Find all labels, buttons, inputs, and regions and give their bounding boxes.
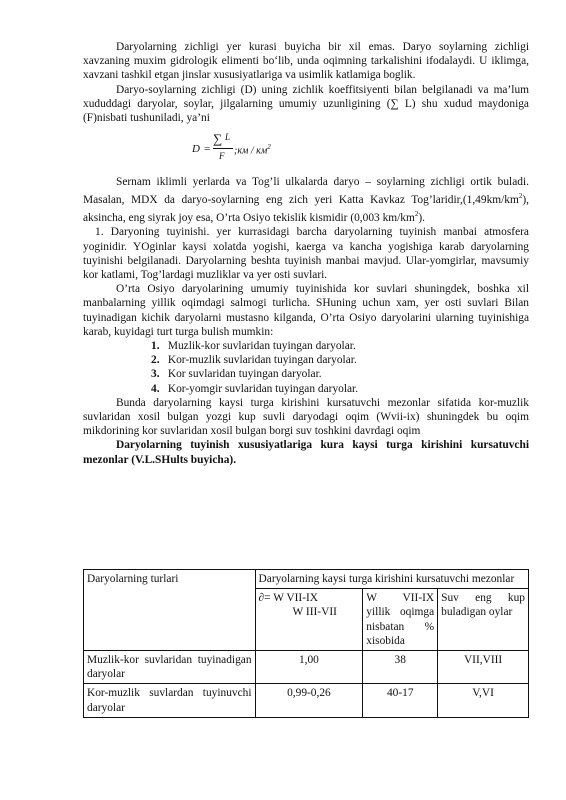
river-type-list [151,339,529,396]
formula-unit: ;км / $км^2$ [234,143,271,157]
list-item: 1. Muzlik-kor suvlaridan tuyingan daryolar. [151,340,356,353]
paragraph: Daryo-soylarning zichligi (D) uning zichlik koeffitsiyenti bilan belgilanadi va ma’lum xududdagi daryolar, soylar, jilgalarning umumiy uzunligining (∑ L) shu xudud maydoniga (F)nisbati tushuniladi, ya’ni [83,83,529,125]
table-row [84,684,529,717]
formula-lhs: D [192,143,200,156]
document-body [83,40,529,467]
list-item: 3. Kor suvlaridan tuyingan daryolar. [151,368,322,381]
header-cell: Daryolarning kaysi turga kirishini kursatuvchi mezonlar [255,570,528,589]
type-cell: Muzlik-kor suvlaridan tuyinadigan daryolar [84,651,256,684]
table-row [84,651,529,684]
value-cell: VII,VIII [438,651,529,684]
paragraph: O’rta Osiyo daryolarining umumiy tuyinishida kor suvlari shuningdek, boshka xil manbalarning yillik oqimdagi salmogi turlicha. SHuning uchun xam, yer osti suvlari Bilan tuyinadigan kichik daryolarni mustasno kilganda, O’rta Osiyo daryolarini ularning tuyinishiga karab, kuyidagi turt turga bulish mumkin: [83,283,529,338]
paragraph: Sernam iklimli yerlarda va Tog’li ulkalarda daryo – soylarning zichligi ortik buladi. Masalan, MDX da daryo-soylarning eng zich yeri Katta Kavkaz $Tog’laridir,(1,49km/km^2)$, aksincha, eng siyrak joy esa, O’rta Osiyo tekislik kismidir (0,003 $km/km^2$). [83,176,529,225]
value-cell: 40-17 [363,684,438,717]
formula-numerator: L [225,132,231,143]
subheader-cell: Suv eng kup buladigan oylar [438,589,529,651]
paragraph: Bunda daryolarning kaysi turga kirishini kursatuvchi mezonlar sifatida kor-muzlik suvlaridan xosil bulgan yozgi kup suvli daryodagi oqim (Wvii-ix) shuningdek bu oqim mikdorining kor suvlaridan xosil bulgan borgi suv toshkini davrdagi oqim [83,396,529,438]
paragraph: Daryolarning zichligi yer kurasi buyicha bir xil emas. Daryo soylarning zichligi xavzaning muxim gidrologik elimenti bo‘lib, unda oqimning tarkalishini ifodalaydi. U iklimga, xavzani tashkil etgan jinslar xususiyatlariga va usimlik katlamiga boglik. [83,41,529,82]
subheader-cell: W VII-IX yillik oqimga nisbatan % xisobida [363,589,438,651]
river-criteria-table [83,569,529,718]
subheader-cell: ∂= W VII-IX W III-VII [255,589,363,651]
value-cell: 38 [363,651,438,684]
table-caption: Daryolarning tuyinish xususiyatlariga kura kaysi turga kirishini kursatuvchi mezonlar (V.L.SHults buyicha). [83,439,529,466]
formula-denominator: F [219,151,225,162]
value-cell: V,VI [438,684,529,717]
formula-equals: = [204,143,211,156]
list-item: 2. Kor-muzlik suvlaridan tuyingan daryolar. [151,354,357,367]
value-cell: 0,99-0,26 [255,684,363,717]
table-header-row [84,570,529,589]
type-cell: Kor-muzlik suvlardan tuyinuvchi daryolar [84,684,256,717]
density-formula [83,129,529,169]
sum-symbol: ∑ [213,131,223,147]
paragraph-numbered: 1. Daryoning tuyinishi. yer kurrasidagi barcha daryolarning tuyinish manbai atmosfera yoginidir. YOginlar kaysi xolatda yogishi, kaerga va kancha yogishiga karab daryolarning tuyinishi belgilanadi. Daryolarning beshta tuyinish manbai mavjud. Ular-yomgirlar, mavsumiy kor katlami, Tog’lardagi muzliklar va yer osti suvlari. [83,226,529,282]
value-cell: 1,00 [255,651,363,684]
fraction-bar [213,148,233,149]
list-item: 4. Kor-yomgir suvlaridan tuyingan daryolar. [151,382,359,395]
header-cell: Daryolarning turlari [84,570,256,651]
